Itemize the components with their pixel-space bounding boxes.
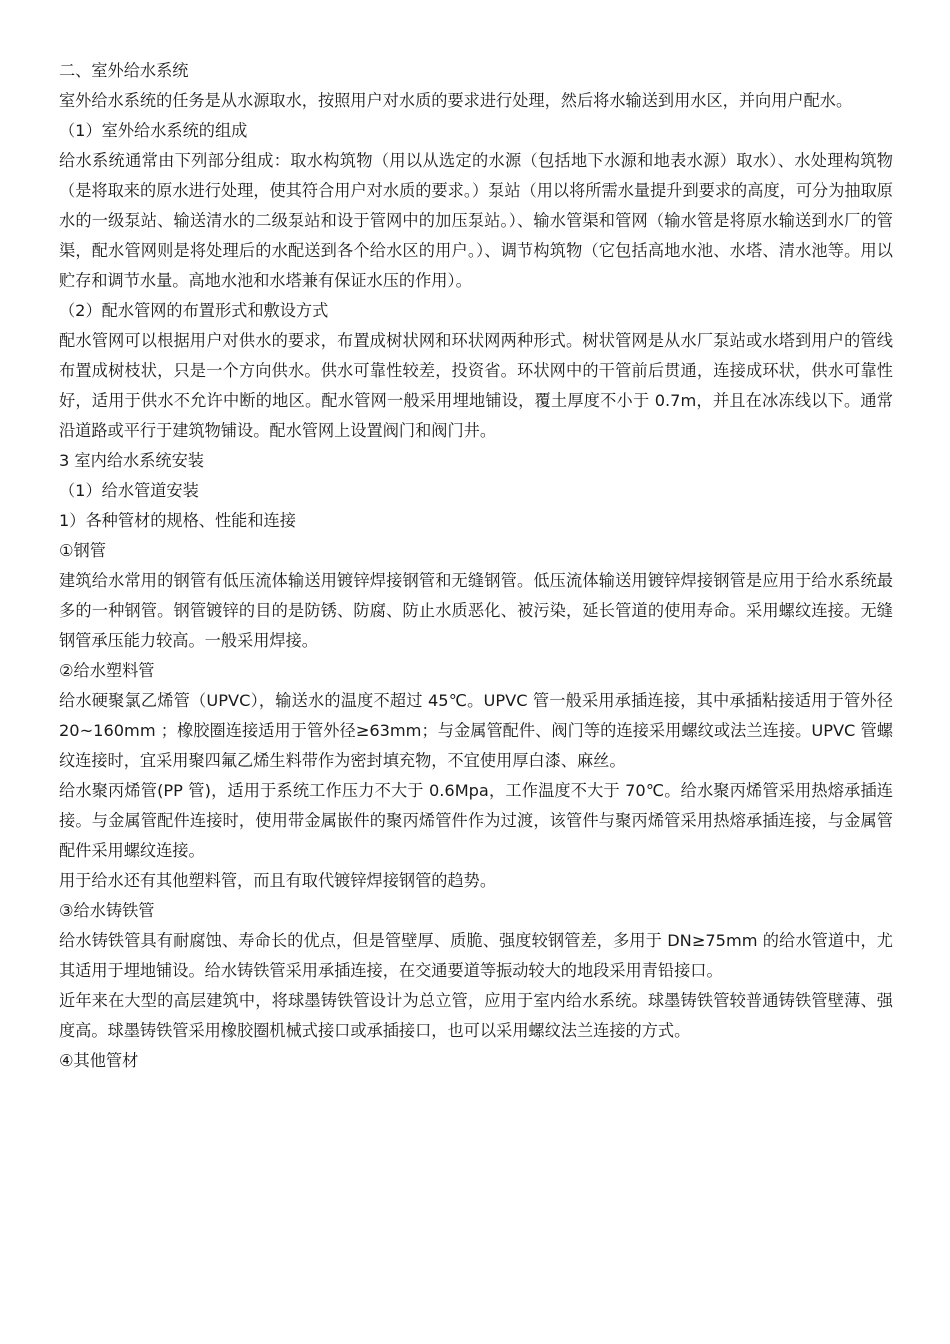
paragraph-outdoor-task: 室外给水系统的任务是从水源取水，按照用户对水质的要求进行处理，然后将水输送到用水区，并向用户配水。 — [59, 91, 853, 110]
heading-cast-iron-pipe: ③给水铸铁管 — [59, 901, 155, 920]
heading-plastic-pipe: ②给水塑料管 — [59, 661, 155, 680]
heading-other-materials: ④其他管材 — [59, 1051, 139, 1070]
paragraph-other-plastic: 用于给水还有其他塑料管，而且有取代镀锌焊接钢管的趋势。 — [59, 871, 497, 890]
paragraph-upvc: 给水硬聚氯乙烯管（UPVC），输送水的温度不超过 45℃。UPVC 管一般采用承插连接，其中承插粘接适用于管外径 20~160mm ；橡胶圈连接适用于管外径≥63mm；与金属管配件、阀门等的连接采用螺纹或法兰连接。UPVC 管螺纹连接时，宜采用聚四氟乙烯生料带作为密封填充物，不宜使用厚白漆、麻丝。 — [59, 691, 893, 770]
paragraph-cast-iron: 给水铸铁管具有耐腐蚀、寿命长的优点，但是管壁厚、质脆、强度较钢管差，多用于 DN≥75mm 的给水管道中，尤其适用于埋地铺设。给水铸铁管采用承插连接，在交通要道等振动较大的地段采用青铅接口。 — [59, 931, 893, 980]
heading-pipe-materials: 1）各种管材的规格、性能和连接 — [59, 511, 296, 530]
paragraph-composition: 给水系统通常由下列部分组成：取水构筑物（用以从选定的水源（包括地下水源和地表水源）取水）、水处理构筑物（是将取来的原水进行处理，使其符合用户对水质的要求。）泵站（用以将所需水量提升到要求的高度，可分为抽取原水的一级泵站、输送清水的二级泵站和设于管网中的加压泵站。）、输水管渠和管网（输水管是将原水输送到水厂的管渠，配水管网则是将处理后的水配送到各个给水区的用户。）、调节构筑物（它包括高地水池、水塔、清水池等。用以贮存和调节水量。高地水池和水塔兼有保证水压的作用）。 — [59, 151, 893, 290]
heading-outdoor-water-supply: 二、室外给水系统 — [59, 61, 189, 80]
paragraph-pipe-network: 配水管网可以根据用户对供水的要求，布置成树状网和环状网两种形式。树状管网是从水厂泵站或水塔到用户的管线布置成树枝状，只是一个方向供水。供水可靠性较差，投资省。环状网中的干管前后贯通，连接成环状，供水可靠性好，适用于供水不允许中断的地区。配水管网一般采用埋地铺设，覆土厚度不小于 0.7m，并且在冰冻线以下。通常沿道路或平行于建筑物铺设。配水管网上设置阀门和阀门井。 — [59, 331, 893, 440]
heading-indoor-installation: 3 室内给水系统安装 — [59, 451, 204, 470]
paragraph-pp-pipe: 给水聚丙烯管(PP 管)，适用于系统工作压力不大于 0.6Mpa，工作温度不大于 70℃。给水聚丙烯管采用热熔承插连接。与金属管配件连接时，使用带金属嵌件的聚丙烯管件作为过渡，该管件与聚丙烯管采用热熔承插连接，与金属管配件采用螺纹连接。 — [59, 781, 893, 860]
heading-steel-pipe: ①钢管 — [59, 541, 106, 560]
heading-outdoor-composition: （1）室外给水系统的组成 — [59, 121, 248, 140]
paragraph-ductile-iron: 近年来在大型的高层建筑中，将球墨铸铁管设计为总立管，应用于室内给水系统。球墨铸铁管较普通铸铁管壁薄、强度高。球墨铸铁管采用橡胶圈机械式接口或承插接口，也可以采用螺纹法兰连接的方式。 — [59, 991, 893, 1040]
paragraph-steel-pipe: 建筑给水常用的钢管有低压流体输送用镀锌焊接钢管和无缝钢管。低压流体输送用镀锌焊接钢管是应用于给水系统最多的一种钢管。钢管镀锌的目的是防锈、防腐、防止水质恶化、被污染，延长管道的使用寿命。采用螺纹连接。无缝钢管承压能力较高。一般采用焊接。 — [59, 571, 893, 650]
heading-pipe-installation: （1）给水管道安装 — [59, 481, 199, 500]
document-page — [59, 56, 893, 1076]
heading-pipe-network-layout: （2）配水管网的布置形式和敷设方式 — [59, 301, 329, 320]
